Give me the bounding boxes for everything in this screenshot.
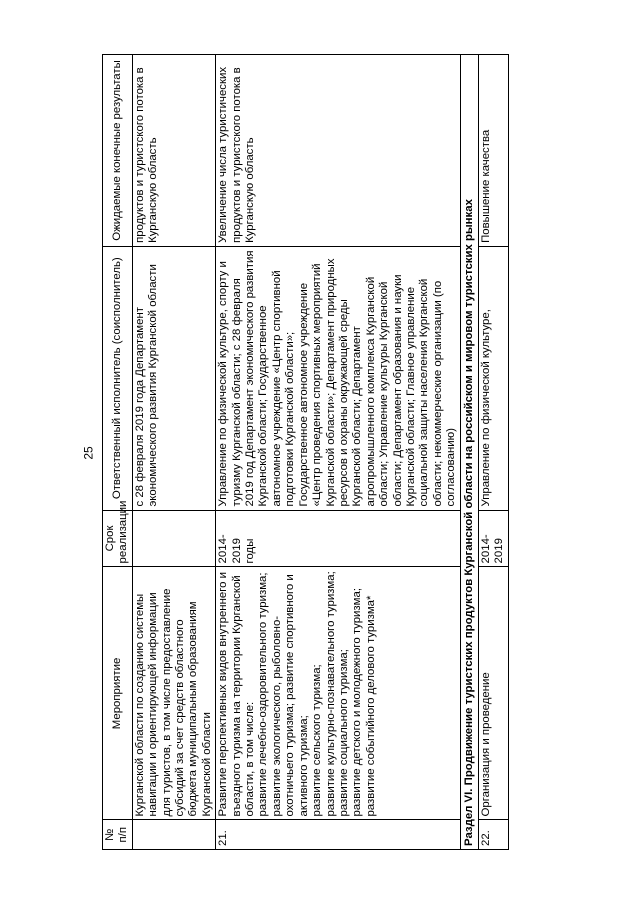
rotated-page [102, 54, 602, 850]
event-line: развитие культурно-познавательного туризма; [324, 571, 337, 817]
cell-event [216, 567, 460, 820]
table-row [216, 55, 460, 850]
cell-results: продуктов и туристского потока в Курганскую область [132, 55, 215, 247]
cell-executor: с 28 февраля 2019 года Департамент экономического развития Курганской области [132, 246, 215, 510]
cell-num [132, 820, 215, 850]
cell-event: Организация и проведение [478, 567, 508, 820]
events-table [102, 54, 509, 850]
event-line: развитие лечебно-оздоровительного туризма; [257, 572, 270, 817]
table-row [478, 55, 508, 850]
header-results: Ожидаемые конечные результаты [103, 55, 133, 247]
section-row [460, 55, 478, 850]
event-line: развитие сельского туризма; [311, 664, 324, 817]
cell-event: Курганской области по созданию системы навигации и ориентирующей информации для туристов, в том числе предоставление субсидий за счет средств областного бюджета муниципальным образованиям Курганской области [132, 567, 215, 820]
event-line: развитие экологического, рыболовно-охотничьего туризма; развитие спортивного и активного туризма; [270, 574, 310, 817]
header-term: Срок реализации [103, 510, 133, 567]
cell-term [132, 510, 215, 567]
table-header-row [103, 55, 133, 850]
table-container [102, 54, 602, 850]
cell-executor: Управление по физической культуре, [478, 246, 508, 510]
cell-executor: Управление по физической культуре, спорту и туризму Курганской области; с 28 февраля 2019 год Департамент экономического развития Курганской области; Государственное автономное учреждение «Центр спортивной подготовки Курганской области»; Государственное автономное учреждение «Центр проведения спортивных мероприятий Курганской области»; Департамент природных ресурсов и охраны окружающей среды Курганской области; Департамент агропромышленного комплекса Курганской области; Управление культуры Курганской области; Департамент образования и науки Курганской области; Главное управление социальной защиты населения Курганской области; некоммерческие организации (по согласованию) [216, 246, 460, 510]
cell-results: Увеличение числа туристических продуктов и туристского потока в Курганскую область [216, 55, 460, 247]
cell-term: 2014-2019 [478, 510, 508, 567]
cell-num: 21. [216, 820, 460, 850]
cell-results: Повышение качества [478, 55, 508, 247]
header-executor: Ответственный исполнитель (соисполнитель) [103, 246, 133, 510]
table-row [132, 55, 215, 850]
header-event: Мероприятие [103, 567, 133, 820]
event-line: Развитие перспективных видов внутреннего и въездного туризма на территории Курганской области, в том числе: [217, 572, 257, 817]
section-title: Раздел VI. Продвижение туристских продуктов Курганской области на российском и мировом туристских рынках [460, 55, 478, 850]
event-line: развитие социального туризма; [337, 649, 350, 817]
event-line: развитие детского и молодежного туризма; развитие событийного делового туризма* [351, 588, 377, 817]
page-number: 25 [81, 446, 96, 460]
cell-num: 22. [478, 820, 508, 850]
cell-term: 2014-2019 годы [216, 510, 460, 567]
header-num: № п/п [103, 820, 133, 850]
